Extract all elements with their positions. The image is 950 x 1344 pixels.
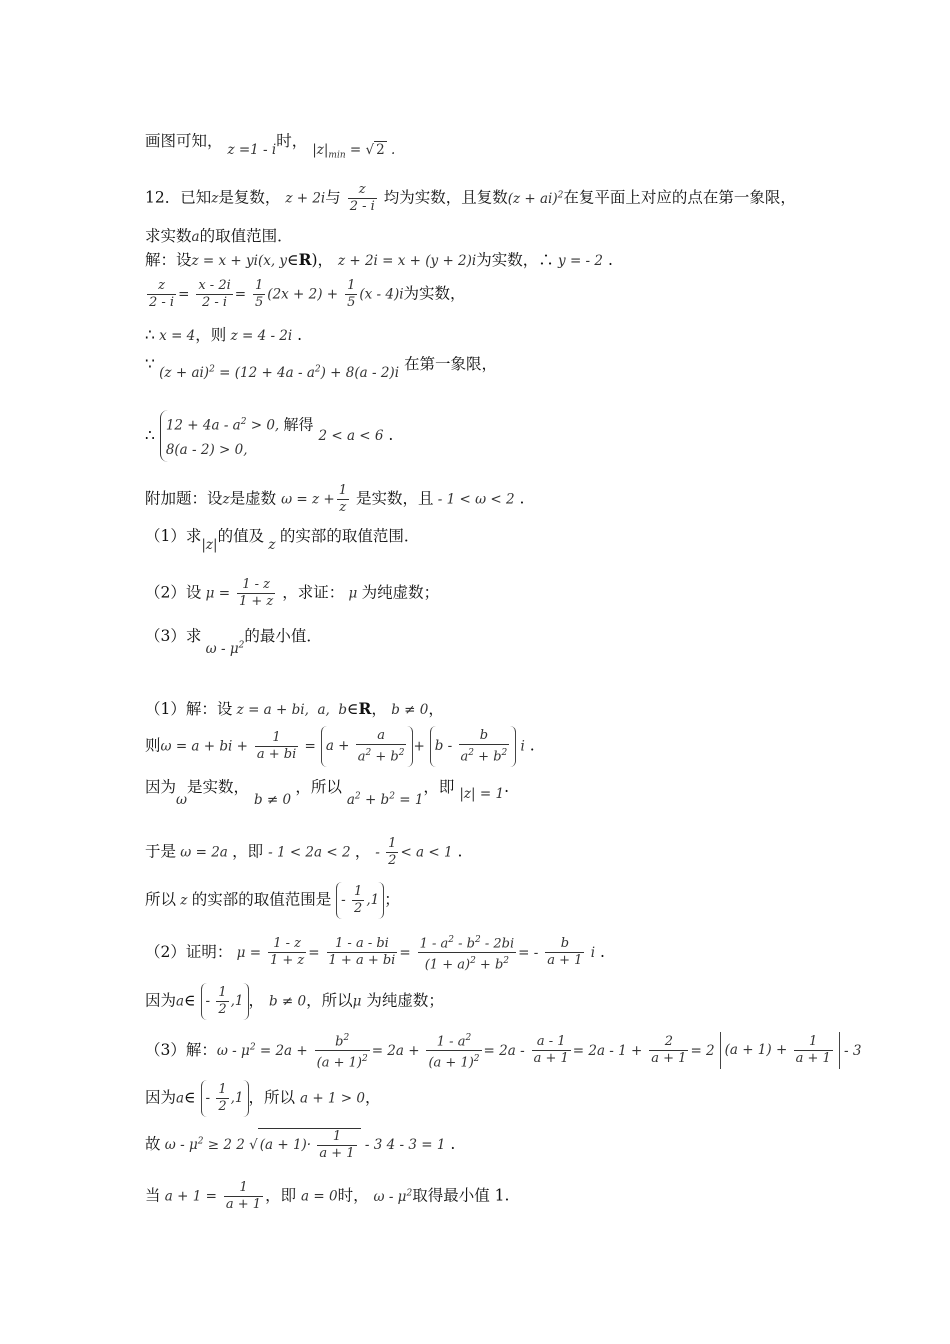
- fraction: $\frac{z}{2 - i}$: [349, 182, 375, 214]
- ans-3-inequality: 故 $\omega - \mu^2 \ge 2$ 2 √ (a + 1)· $\frac{1}{a + 1}$ - 3 4 - 3 = 1 .: [145, 1129, 456, 1161]
- text-l1: 画图可知，: [145, 132, 223, 150]
- extra-problem: 附加题：设z是虚数 ω = z + $\frac{1}{z}$ 是实数，且 - 1 < ω < 2 .: [145, 483, 525, 515]
- q12-title: 12．已知z是复数， z + 2i与 $\frac{z}{2 - i}$ 均为实数，且复数(z + ai)$^2$在复平面上对应的点在第一象限，: [145, 182, 796, 214]
- ans-2-proof: （2）证明： μ = $\frac{1 - z}{1 + z}$ = $\frac{1 - a - bi}{1 + a + bi}$ = $\frac{1 - a^2 - b^2 - 2bi}{(1 + a)^2 + b^2}$ = - $\frac{b}{a + 1}$ i .: [145, 932, 605, 974]
- ans-3-minimum: 当 a + 1 = $\frac{1}{a + 1}$ ，即 a = 0时， ω - $\mu^2$取得最小值 1.: [145, 1180, 510, 1212]
- ans-1-omega: 则ω = a + bi + $\frac{1}{a + bi}$ = a + $\frac{a}{a^2 + b^2}$ + b - $\frac{b}{a^2 + b^2}$ i .: [145, 726, 535, 767]
- part-2: （2）设 μ = $\frac{1 - z}{1 + z}$ ，求证： μ 为纯虚数；: [145, 577, 440, 609]
- sol-step4: ∵ $(z + ai)^2 = (12 + 4a - a^2) + 8(a - 2)i$ 在第一象限，: [145, 355, 497, 381]
- q12-continue: 求实数a的取值范围．: [145, 227, 293, 245]
- sol-step1: 解：设z = x + yi(x, y∈R)， z + 2i = x + (y + 2)i为实数，∴ y = - 2 .: [145, 250, 613, 269]
- ans-1-real: 因为ω是实数， b ≠ 0 ，所以 $a^2 + b^2 = 1$，即 |z| = 1.: [145, 778, 510, 808]
- ans-3-positive: 因为a∈ - $\frac{1}{2}$ ,1 ，所以 a + 1 > 0，: [145, 1080, 381, 1117]
- ans-1-conclusion: 所以 z 的实部的取值范围是 - $\frac{1}{2}$ ,1 ；: [145, 882, 400, 919]
- ans-1-range: 于是 ω = 2a ，即 - 1 < 2a < 2 ， - $\frac{1}{2}$ < a < 1 .: [145, 836, 463, 868]
- part-1: （1）求|z|的值及 z 的实部的取值范围．: [145, 527, 420, 553]
- ans-1-setup: （1）解：设 z = a + bi, a, b∈R， b ≠ 0，: [145, 699, 444, 718]
- sol-step5: ∴ $12 + 4a - a^2 > 0$, 解得 8(a - 2) > 0, 2 < a < 6 .: [145, 410, 393, 462]
- sol-step3: ∴ x = 4，则 z = 4 - 2i .: [145, 326, 303, 344]
- line-result-zmin: 画图可知， z =1 - i时， $|z|_{min}$ = √ 2 .: [145, 132, 396, 161]
- part-3: （3）求 ω - $\mu^2$的最小值．: [145, 627, 322, 657]
- system-brace: $12 + 4a - a^2 > 0$, 解得 8(a - 2) > 0,: [160, 410, 314, 462]
- ans-3-derivation: （3）解：$\omega - \mu^2 = 2a$ + $\frac{b^2}{(a + 1)^2}$ = 2a + $\frac{1 - a^2}{(a + 1)^2}$ = 2a - $\frac{a - 1}{a + 1}$ = 2a - 1 + $\frac{2}{a + 1}$ = 2 (a + 1) + $\frac{1}{a + 1}$ - 3: [145, 1030, 861, 1072]
- sol-step2: $\frac{z}{2 - i}$ = $\frac{x - 2i}{2 - i}$ = $\frac{1}{5}$ (2x + 2) + $\frac{1}{5}$ (x - 4)i为实数，: [149, 278, 466, 310]
- ans-2-conclusion: 因为a∈ - $\frac{1}{2}$ ,1 ， b ≠ 0，所以μ 为纯虚数；: [145, 983, 444, 1020]
